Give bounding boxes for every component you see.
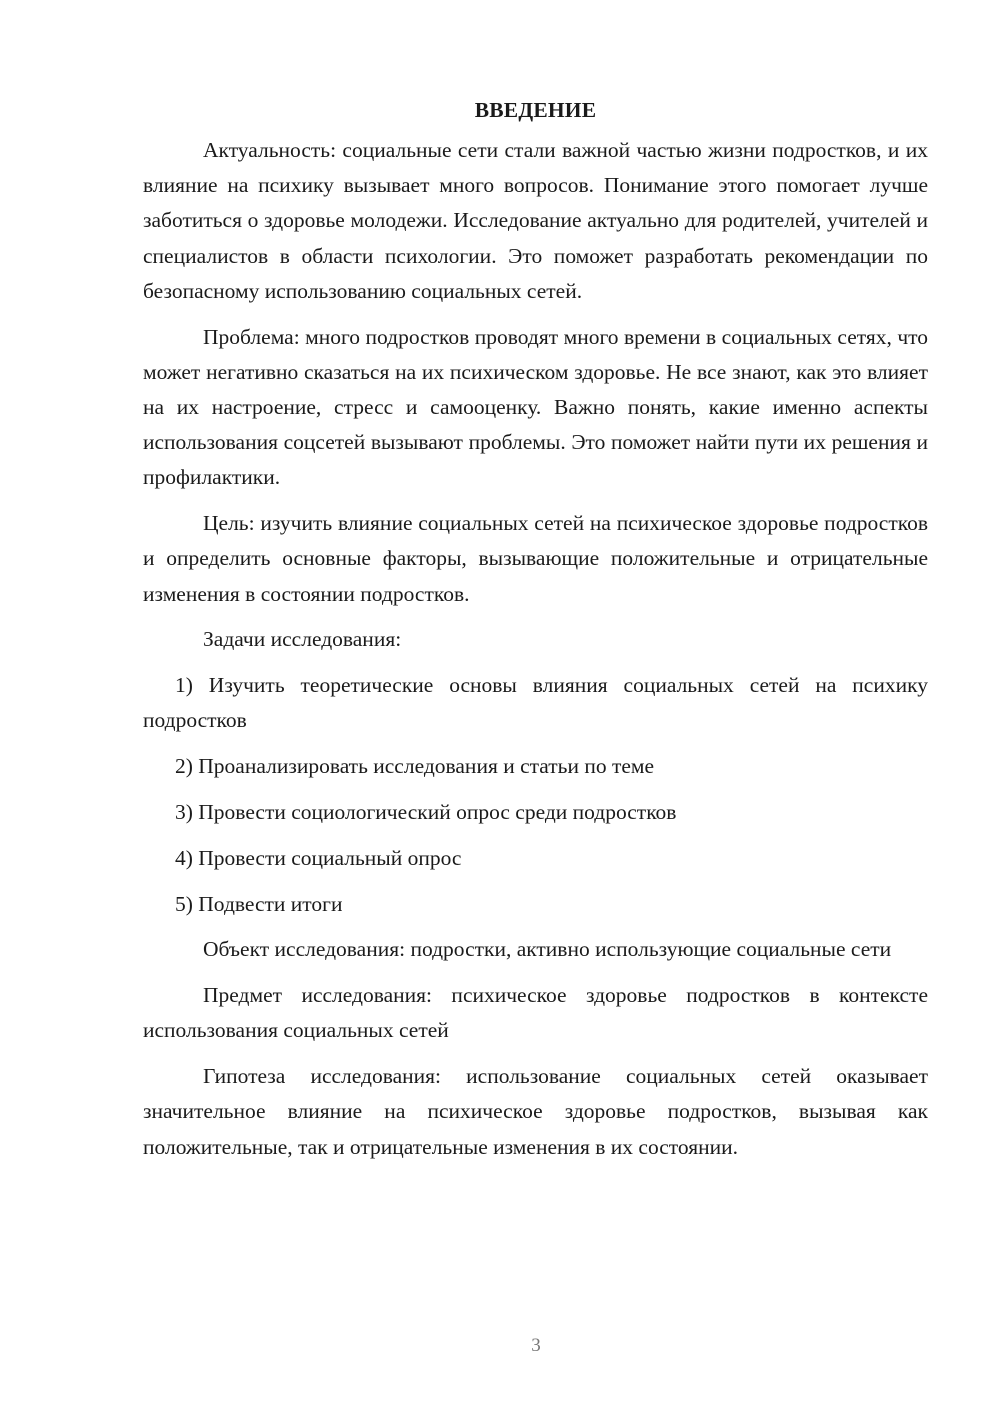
subject-paragraph: Предмет исследования: психическое здоровье подростков в контексте использования социальных сетей — [143, 983, 928, 1043]
hypothesis-paragraph: Гипотеза исследования: использование социальных сетей оказывает значительное влияние на психическое здоровье подростков, вызывая как положительные, так и отрицательные изменения в их состоянии. — [143, 1064, 928, 1159]
tasks-list — [143, 668, 928, 922]
task-item-5: 5) Подвести итоги — [175, 891, 343, 916]
goal-paragraph: Цель: изучить влияние социальных сетей на психическое здоровье подростков и определить основные факторы, вызывающие положительные и отрицательные изменения в состоянии подростков. — [143, 511, 928, 606]
task-item-3: 3) Провести социологический опрос среди подростков — [175, 800, 677, 825]
tasks-heading: Задачи исследования: — [203, 627, 402, 652]
task-item-1: 1) Изучить теоретические основы влияния социальных сетей на психику подростков — [143, 673, 928, 733]
task-item-2: 2) Проанализировать исследования и статьи по теме — [175, 754, 655, 779]
object-paragraph: Объект исследования: подростки, активно использующие социальные сети — [203, 937, 892, 962]
page-number: 3 — [531, 1335, 541, 1356]
relevance-paragraph: Актуальность: социальные сети стали важной частью жизни подростков, и их влияние на психику вызывает много вопросов. Понимание этого помогает лучше заботиться о здоровье молодежи. Исследование актуально для родителей, учителей и специалистов в области психологии. Это поможет разработать рекомендации по безопасному использованию социальных сетей. — [143, 138, 928, 303]
document-body — [143, 95, 928, 1165]
page-title: ВВЕДЕНИЕ — [474, 98, 597, 122]
task-item-4: 4) Провести социальный опрос — [175, 845, 462, 870]
problem-paragraph: Проблема: много подростков проводят много времени в социальных сетях, что может негативно сказаться на их психическом здоровье. Не все знают, как это влияет на их настроение, стресс и самооценку. Важно понять, какие именно аспекты использования соцсетей вызывают проблемы. Это поможет найти пути их решения и профилактики. — [143, 324, 928, 490]
